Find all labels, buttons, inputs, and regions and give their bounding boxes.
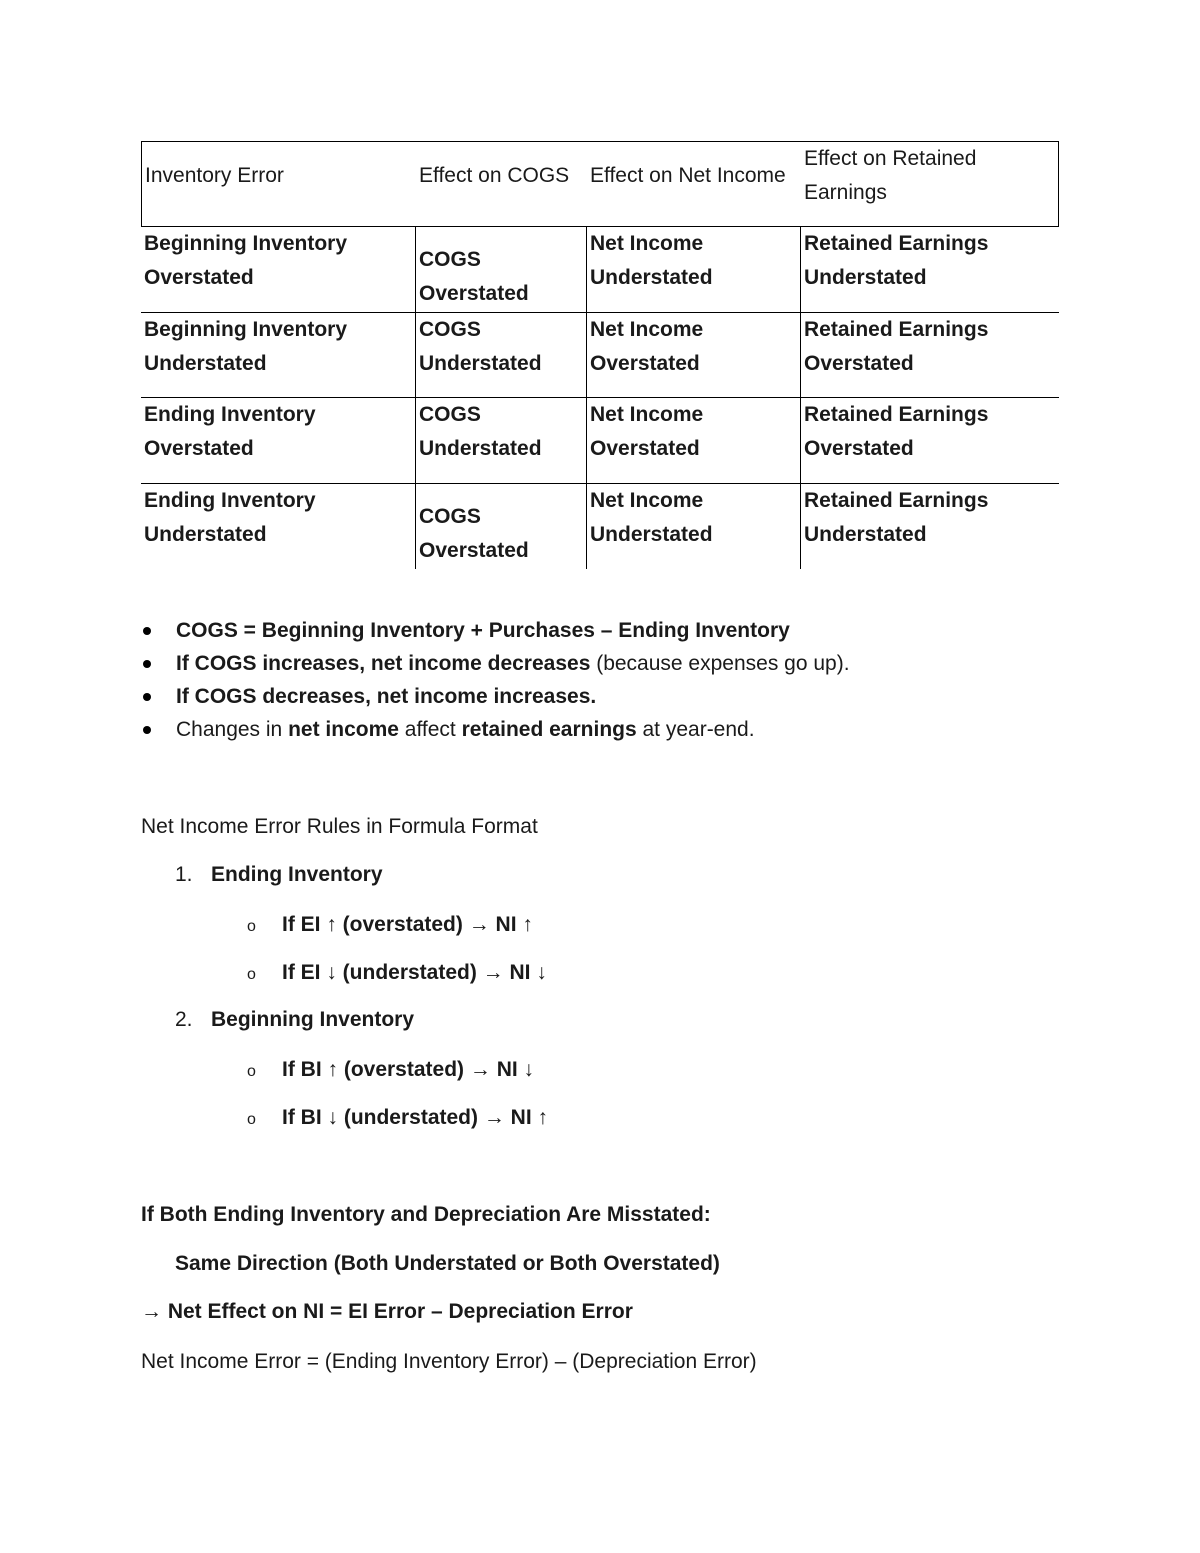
table-row [141, 397, 1059, 483]
bullet-text: at year-end. [636, 718, 755, 741]
rule-bi-understated: If BI ↓ (understated) → NI ↑ [282, 1106, 549, 1129]
bullet-text: If [176, 652, 195, 675]
cell-net-income: Net Income Overstated [586, 398, 800, 483]
cell-retained: Retained Earnings Overstated [800, 313, 1059, 398]
cell-cogs: COGS Overstated [415, 227, 586, 312]
bullet-dot-icon [143, 693, 151, 701]
bullet-text: Changes in [176, 718, 289, 741]
circle-bullet-icon: o [247, 1111, 256, 1128]
bullet-dot-icon [143, 726, 151, 734]
header-inventory-error: Inventory Error [145, 164, 284, 187]
rule-label-ending-inventory: Ending Inventory [211, 863, 383, 886]
bullet-text: affect [398, 718, 462, 741]
bullet-dot-icon [143, 660, 151, 668]
same-direction-subheading: Same Direction (Both Understated or Both Overstated) [175, 1252, 720, 1275]
cell-retained: Retained Earnings Understated [800, 484, 1059, 569]
cell-net-income: Net Income Overstated [586, 313, 800, 398]
table-row [141, 227, 1059, 312]
rule-number: 1. [175, 863, 193, 886]
cell-error: Ending Inventory Understated [144, 489, 316, 546]
rule-bi-overstated: If BI ↑ (overstated) → NI ↓ [282, 1058, 535, 1081]
cell-error: Beginning Inventory Understated [144, 318, 348, 375]
cell-retained: Retained Earnings Understated [800, 227, 1059, 312]
cell-error: Beginning Inventory Overstated [144, 232, 348, 289]
bullet-text: If [176, 685, 195, 708]
cogs-formula: COGS = Beginning Inventory + Purchases – Ending Inventory [176, 619, 790, 642]
table-header-row [141, 141, 1059, 227]
header-effect-cogs: Effect on COGS [419, 164, 570, 187]
cell-net-income: Net Income Understated [586, 227, 800, 312]
cell-cogs: COGS Overstated [415, 484, 586, 569]
list-item [141, 647, 1041, 680]
net-effect-formula: → Net Effect on NI = EI Error – Depreciation Error [141, 1300, 633, 1323]
rule-ei-understated: If EI ↓ (understated) → NI ↓ [282, 961, 547, 984]
bullet-text-bold: net income [288, 718, 399, 741]
bullet-text-bold: COGS increases, net income decreases [194, 652, 591, 675]
cell-cogs: COGS Understated [415, 313, 586, 398]
circle-bullet-icon: o [247, 918, 256, 935]
header-effect-net-income: Effect on Net Income [590, 164, 786, 187]
cell-cogs: COGS Understated [415, 398, 586, 483]
cell-retained: Retained Earnings Overstated [800, 398, 1059, 483]
list-item [141, 713, 1041, 746]
rule-number: 2. [175, 1008, 193, 1031]
list-item [141, 614, 1041, 647]
bullet-dot-icon [143, 627, 151, 635]
circle-bullet-icon: o [247, 1063, 256, 1080]
list-item [141, 680, 1041, 713]
table-row [141, 312, 1059, 398]
bullet-text: (because expenses go up). [590, 652, 850, 675]
summary-bullet-list [141, 614, 1041, 746]
rule-label-beginning-inventory: Beginning Inventory [211, 1008, 415, 1031]
cell-net-income: Net Income Understated [586, 484, 800, 569]
net-income-error-formula: Net Income Error = (Ending Inventory Error) – (Depreciation Error) [141, 1350, 757, 1373]
cell-error: Ending Inventory Overstated [144, 403, 316, 460]
table-row [141, 483, 1059, 569]
inventory-error-table [141, 141, 1059, 569]
rules-heading: Net Income Error Rules in Formula Format [141, 815, 538, 838]
bullet-text: . [590, 685, 597, 708]
misstated-heading: If Both Ending Inventory and Depreciation Are Misstated: [141, 1203, 711, 1226]
rule-ei-overstated: If EI ↑ (overstated) → NI ↑ [282, 913, 533, 936]
header-effect-retained-earnings: Effect on Retained Earnings [804, 147, 977, 204]
bullet-text-bold: COGS decreases, net income increases [194, 685, 591, 708]
circle-bullet-icon: o [247, 966, 256, 983]
bullet-text-bold: retained earnings [461, 718, 637, 741]
